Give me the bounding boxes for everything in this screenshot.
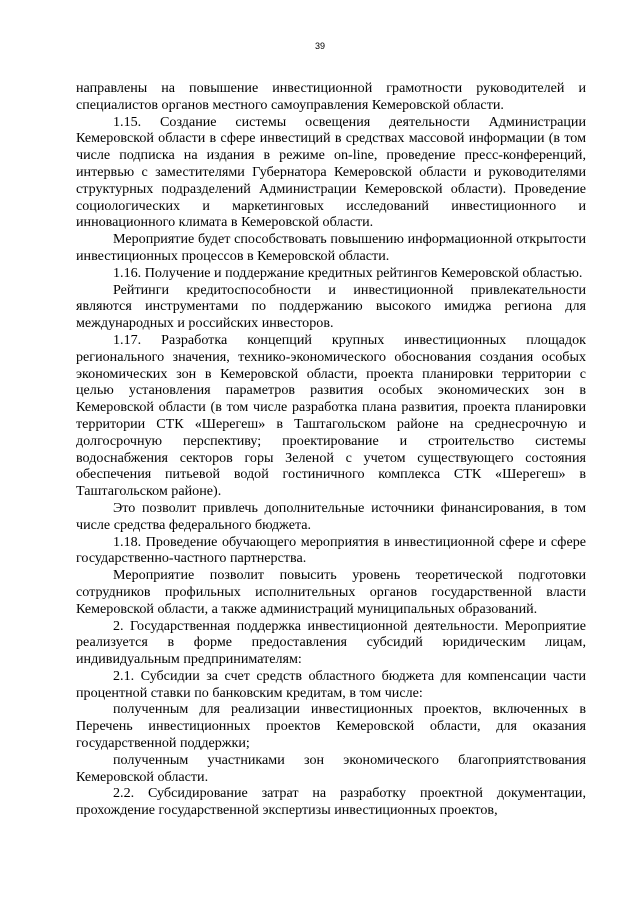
paragraph: Мероприятие позволит повысить уровень теоретической подготовки сотрудников профильных исполнительных органов государственной власти Кемеровской области, а также администраций муниципальных образований.: [76, 567, 586, 617]
paragraph-2-2: 2.2. Субсидирование затрат на разработку проектной документации, прохождение государственной экспертизы инвестиционных проектов,: [76, 785, 586, 819]
paragraph-2-1: 2.1. Субсидии за счет средств областного бюджета для компенсации части процентной ставки по банковским кредитам, в том числе:: [76, 667, 586, 701]
paragraph-1-15: 1.15. Создание системы освещения деятельности Администрации Кемеровской области в сфере инвестиций в средствах массовой информации (в том числе подписка на издания в режиме on-line, проведение пресс-конференций, интервью с заместителями Губернатора Кемеровской области и руководителями структурных подразделений Администрации Кемеровской области). Проведение социологических и маркетинговых исследований инвестиционного и инновационного климата в Кемеровской области.: [76, 113, 586, 231]
paragraph: направлены на повышение инвестиционной грамотности руководителей и специалистов органов местного самоуправления Кемеровской области.: [76, 80, 586, 113]
paragraph: полученным участниками зон экономического благоприятствования Кемеровской области.: [76, 751, 586, 785]
paragraph-1-17: 1.17. Разработка концепций крупных инвестиционных площадок регионального значения, технико-экономического обоснования создания особых экономических зон в Кемеровской области, проекта планировки территории с целью установления параметров развития особых экономических зон в Кемеровской области (в том числе разработка плана развития, проекта планировки территории СТК «Шерегеш» в Таштагольском районе на среднесрочную и долгосрочную перспективу; проектирование и строительство системы водоснабжения секторов горы Зеленой с учетом существующего состояния обеспечения питьевой водой гостиничного комплекса СТК «Шерегеш» в Таштагольском районе).: [76, 331, 586, 500]
paragraph-1-18: 1.18. Проведение обучающего мероприятия в инвестиционной сфере и сфере государственно-частного партнерства.: [76, 533, 586, 567]
paragraph: полученным для реализации инвестиционных проектов, включенных в Перечень инвестиционных проектов Кемеровской области, для оказания государственной поддержки;: [76, 701, 586, 752]
page-number: 39: [314, 41, 325, 51]
paragraph: Это позволит привлечь дополнительные источники финансирования, в том числе средства федерального бюджета.: [76, 499, 586, 533]
paragraph: Рейтинги кредитоспособности и инвестиционной привлекательности являются инструментами по поддержанию высокого имиджа региона для международных и российских инвесторов.: [76, 281, 586, 332]
paragraph: Мероприятие будет способствовать повышению информационной открытости инвестиционных процессов в Кемеровской области.: [76, 231, 586, 264]
paragraph-2: 2. Государственная поддержка инвестиционной деятельности. Мероприятие реализуется в форме предоставления субсидий юридическим лицам, индивидуальным предпринимателям:: [76, 617, 586, 668]
paragraph-1-16: 1.16. Получение и поддержание кредитных рейтингов Кемеровской областью.: [113, 264, 583, 281]
document-body: [76, 80, 586, 819]
